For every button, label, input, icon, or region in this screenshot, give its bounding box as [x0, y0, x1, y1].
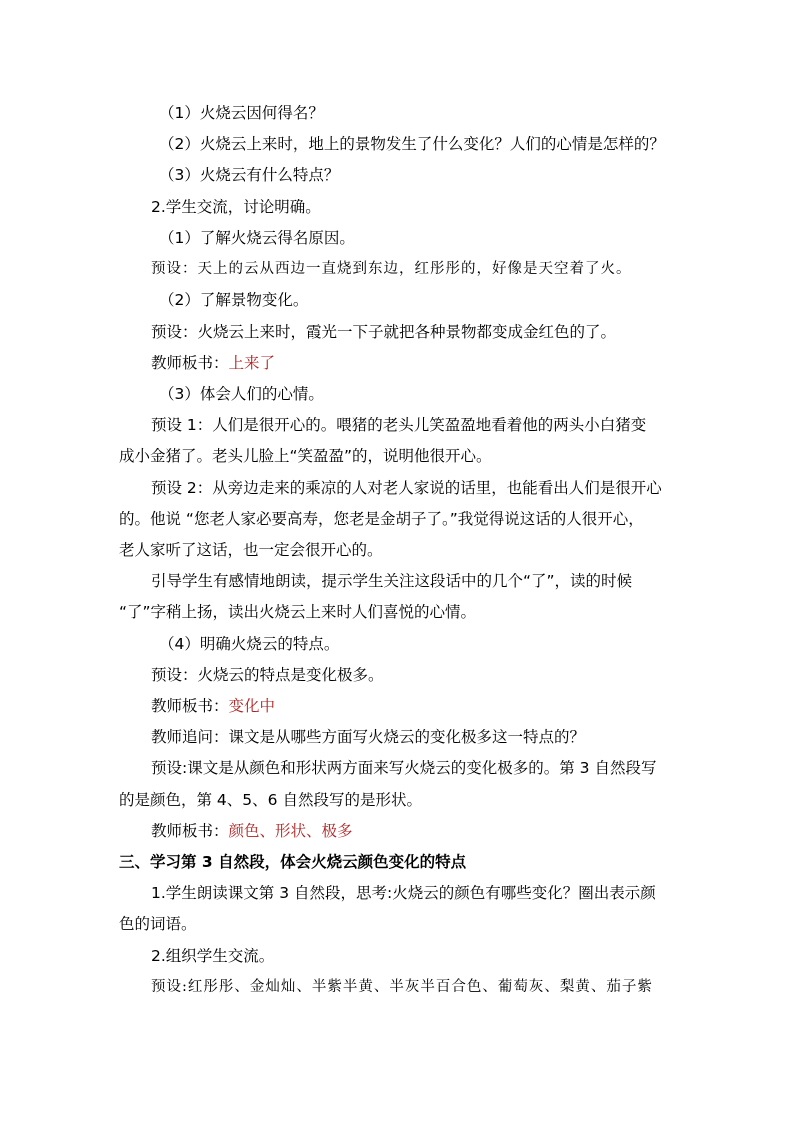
section-3-preset: 预设:红彤彤、金灿灿、半紫半黄、半灰半百合色、葡萄灰、梨黄、茄子紫	[151, 979, 653, 995]
section-3-heading: 三、学习第 3 自然段，体会火烧云颜色变化的特点	[119, 853, 467, 871]
board-note-label: 教师板书：	[151, 354, 229, 372]
preset-2-line-3: 老人家听了这话，也一定会很开心的。	[119, 541, 383, 559]
section-3-step-1-line-2: 色的词语。	[119, 915, 197, 933]
answer-3-title: （3）体会人们的心情。	[159, 385, 324, 403]
guide-line-2: “了”字稍上扬，读出火烧云上来时人们喜悦的心情。	[119, 603, 477, 621]
answer-2-preset: 预设：火烧云上来时，霞光一下子就把各种景物都变成金红色的了。	[151, 323, 617, 341]
question-1: （1）火烧云因何得名？	[159, 104, 324, 122]
answer-4-preset: 预设：火烧云的特点是变化极多。	[151, 666, 384, 684]
preset-1-line-1: 预设 1：人们是很开心的。喂猪的老头儿笑盈盈地看着他的两头小白猪变	[151, 416, 647, 434]
preset-1-line-2: 成小金猪了。老头儿脸上“笑盈盈”的，说明他很开心。	[119, 447, 492, 465]
board-note-2	[151, 696, 275, 716]
board-note-3	[151, 821, 353, 841]
board-note-value: 上来了	[228, 354, 276, 372]
preset-2-line-2: 的。他说 “您老人家必要高寿，您老是金胡子了。”我觉得说这话的人很开心，	[119, 510, 644, 528]
answer-1-title: （1）了解火烧云得名原因。	[159, 229, 355, 247]
board-note-label: 教师板书：	[151, 697, 229, 715]
step-2-heading: 2.学生交流，讨论明确。	[151, 198, 321, 216]
answer-4-title: （4）明确火烧云的特点。	[159, 635, 340, 653]
question-3: （3）火烧云有什么特点？	[159, 166, 340, 184]
answer-2-title: （2）了解景物变化。	[159, 291, 309, 309]
board-note-label: 教师板书：	[151, 822, 229, 840]
board-note-1	[151, 353, 275, 373]
guide-line-1: 引导学生有感情地朗读，提示学生关注这段话中的几个“了”，读的时候	[151, 572, 633, 590]
section-3-step-1-line-1: 1.学生朗读课文第 3 自然段，思考:火烧云的颜色有哪些变化？圈出表示颜	[151, 884, 656, 902]
follow-up-preset-line-1: 预设:课文是从颜色和形状两方面来写火烧云的变化极多的。第 3 自然段写	[151, 759, 657, 777]
board-note-value: 变化中	[228, 697, 276, 715]
board-note-value: 颜色、形状、极多	[228, 822, 353, 840]
follow-up-preset-line-2: 的是颜色，第 4、5、6 自然段写的是形状。	[119, 791, 422, 809]
section-3-step-2: 2.组织学生交流。	[151, 947, 275, 965]
question-2: （2）火烧云上来时，地上的景物发生了什么变化？人们的心情是怎样的？	[159, 135, 665, 153]
preset-2-line-1: 预设 2：从旁边走来的乘凉的人对老人家说的话里，也能看出人们是很开心	[151, 479, 662, 497]
answer-1-preset: 预设：天上的云从西边一直烧到东边，红彤彤的，好像是天空着了火。	[151, 261, 632, 277]
follow-up-question: 教师追问：课文是从哪些方面写火烧云的变化极多这一特点的？	[151, 728, 586, 746]
